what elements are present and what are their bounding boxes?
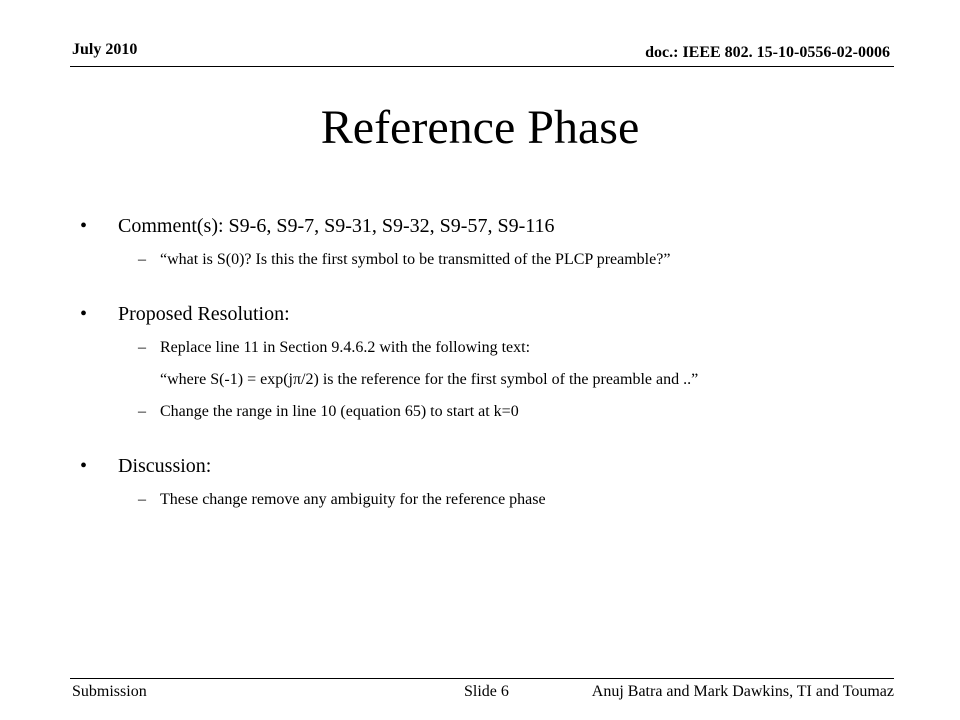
dash-marker: – [138, 251, 146, 268]
slide-body [80, 212, 880, 512]
footer-slide-number: Slide 6 [464, 683, 509, 700]
bullet-comments-text: Comment(s): S9-6, S9-7, S9-31, S9-32, S9-57, S9-116 [118, 215, 555, 237]
header-doc-id: doc.: IEEE 802. 15-10-0556-02-0006 [645, 44, 890, 61]
header-divider [70, 66, 894, 67]
sub-bullet-replace-line-text: Replace line 11 in Section 9.4.6.2 with the following text: [160, 339, 531, 356]
dash-marker: – [138, 491, 146, 508]
bullet-marker: • [80, 215, 88, 237]
bullet-marker: • [80, 455, 88, 477]
footer-submission: Submission [72, 683, 147, 700]
quoted-replacement-text: “where S(-1) = exp(jπ/2) is the reference for the first symbol of the preamble and ..” [160, 371, 699, 388]
sub-bullet-question [80, 248, 880, 272]
bullet-proposed-resolution [80, 300, 880, 328]
header-date: July 2010 [72, 41, 138, 58]
sub-bullet-ambiguity-text: These change remove any ambiguity for the reference phase [160, 491, 546, 508]
sub-bullet-ambiguity [80, 488, 880, 512]
slide-title: Reference Phase [320, 101, 640, 154]
sub-bullet-replace-line [80, 336, 880, 360]
bullet-proposed-resolution-text: Proposed Resolution: [118, 303, 290, 325]
bullet-discussion [80, 452, 880, 480]
sub-bullet-question-text: “what is S(0)? Is this the first symbol to be transmitted of the PLCP preamble?” [160, 251, 671, 268]
footer-authors: Anuj Batra and Mark Dawkins, TI and Toumaz [591, 683, 894, 700]
sub-bullet-change-range [80, 400, 880, 424]
dash-marker: – [138, 403, 146, 420]
footer-divider [70, 678, 894, 679]
bullet-discussion-text: Discussion: [118, 455, 212, 477]
bullet-marker: • [80, 303, 88, 325]
dash-marker: – [138, 339, 146, 356]
bullet-comments [80, 212, 880, 240]
sub-bullet-change-range-text: Change the range in line 10 (equation 65) to start at k=0 [160, 403, 519, 420]
